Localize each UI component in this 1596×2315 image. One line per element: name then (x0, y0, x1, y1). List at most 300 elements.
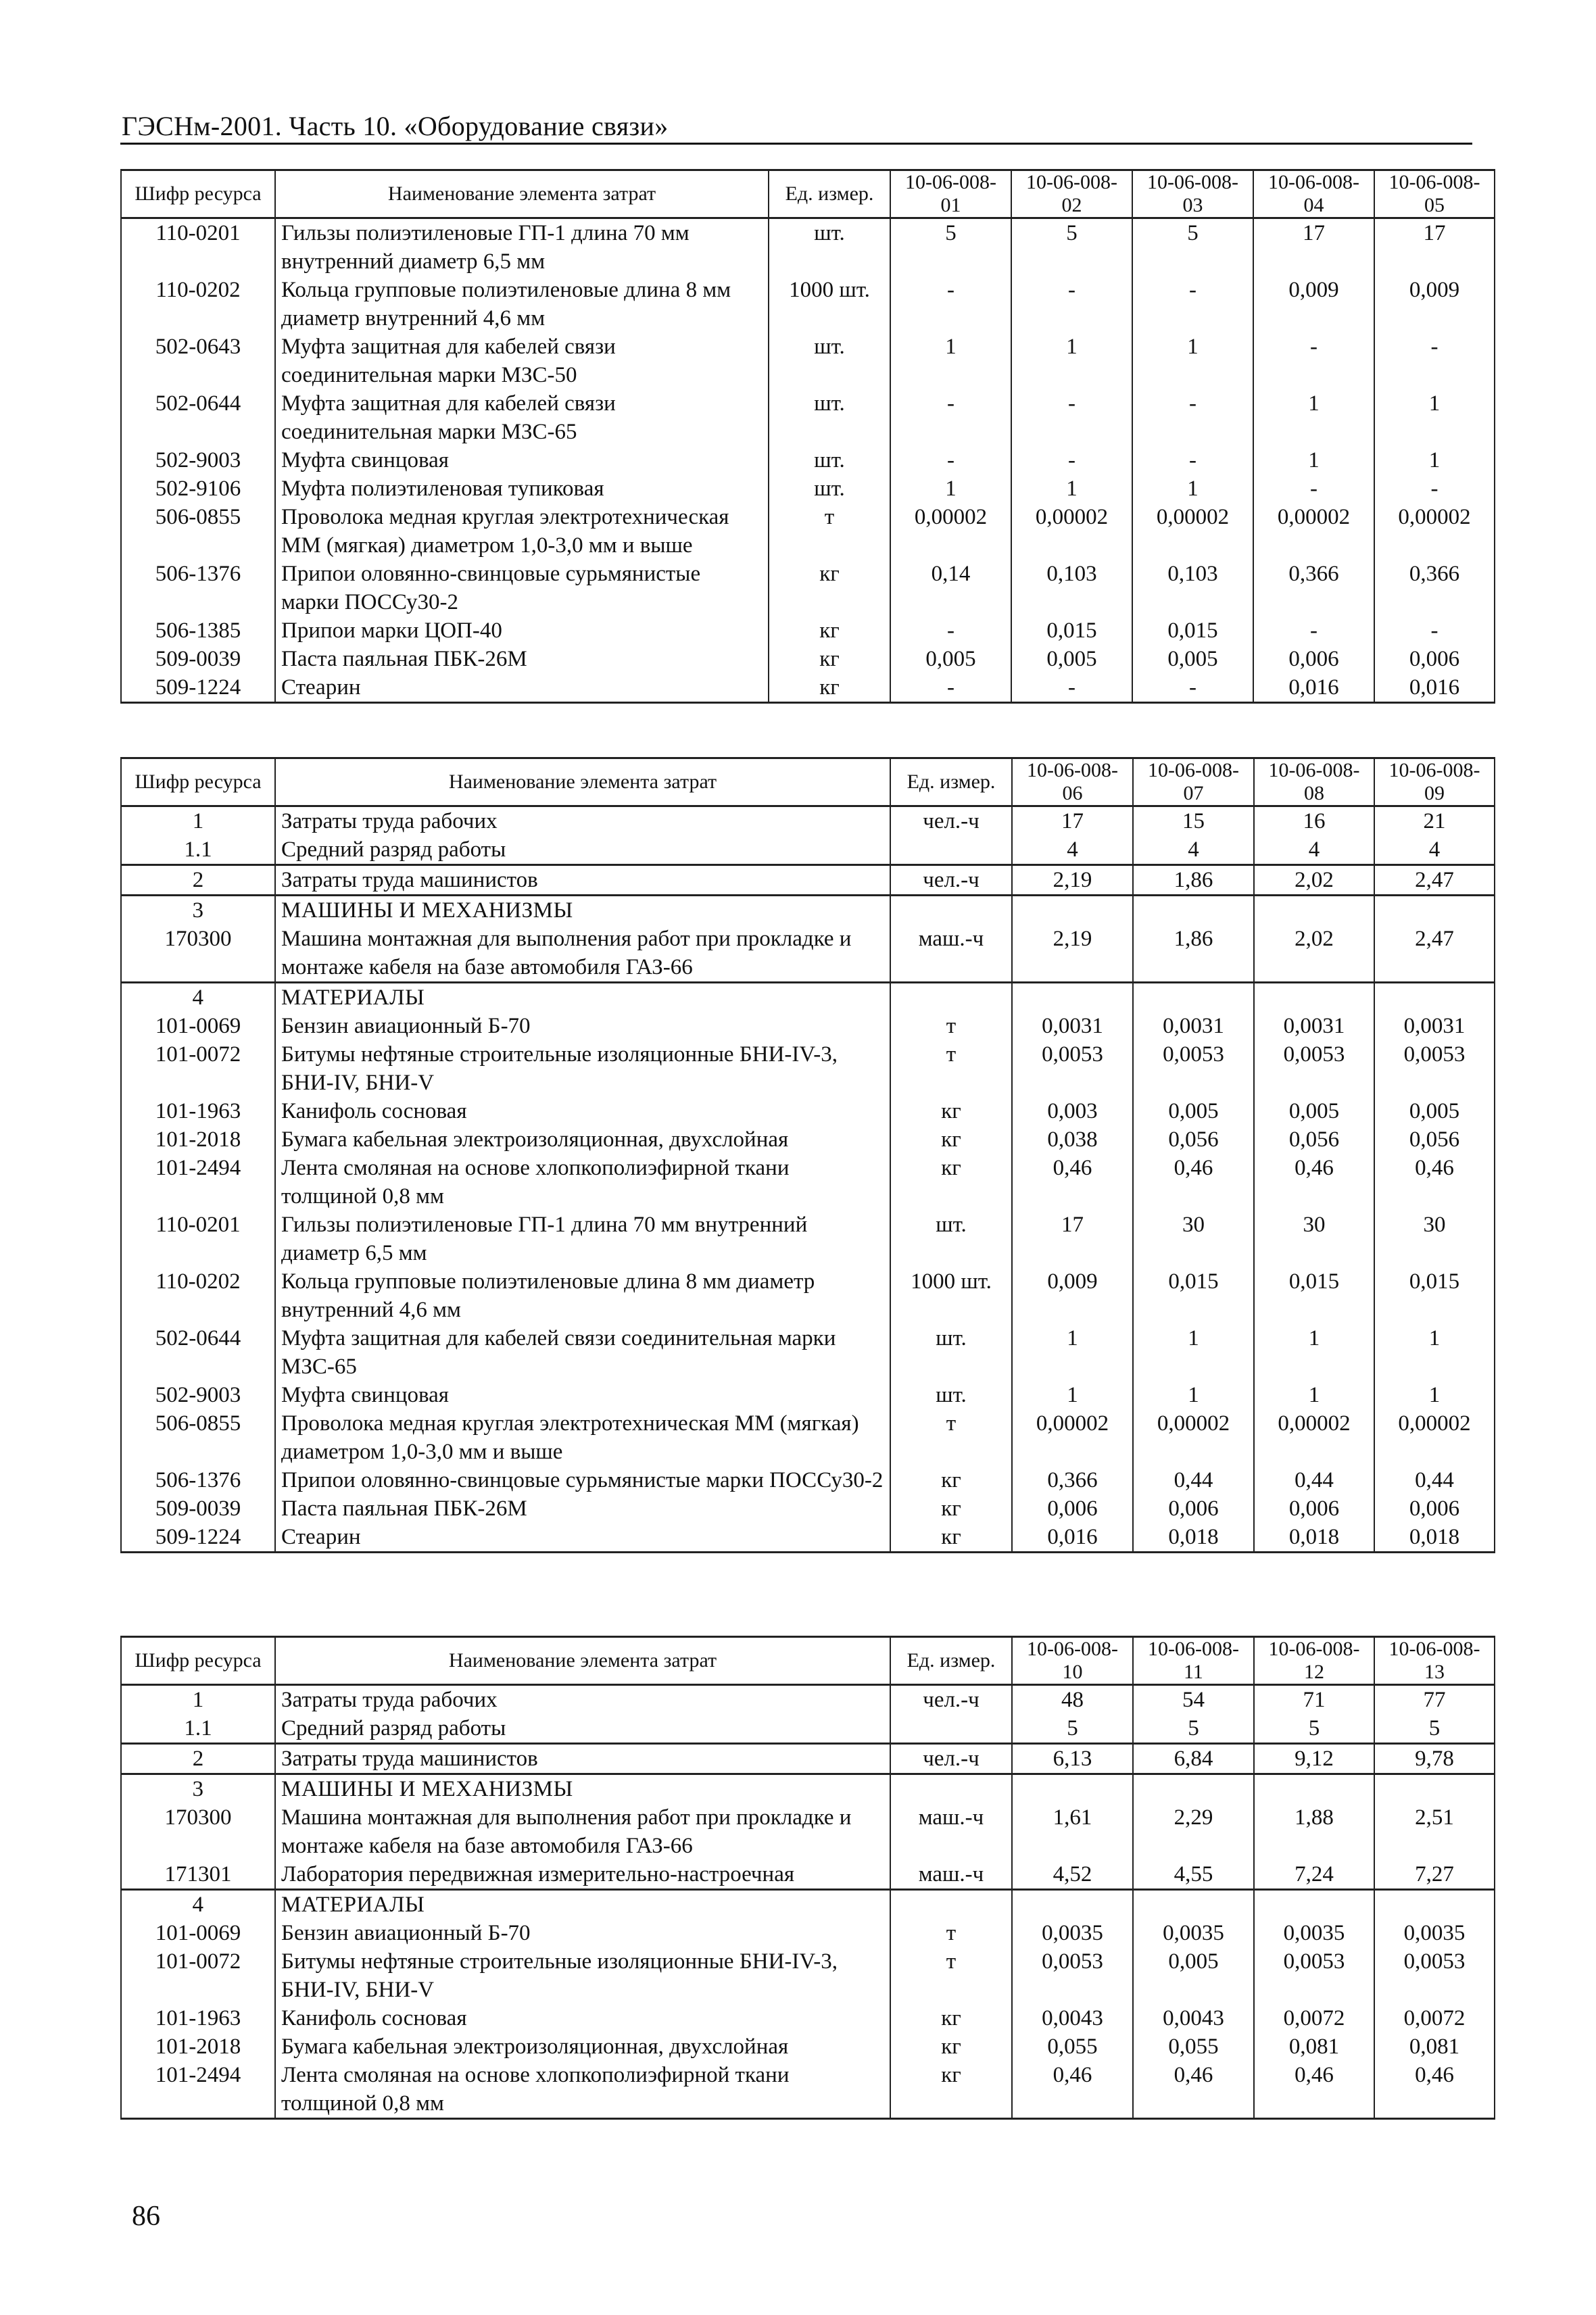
resource-value: 0,0035 (1133, 1919, 1254, 1947)
resource-name: Припои оловянно-свинцовые сурьмянистые марки ПОССу30-2 (275, 560, 769, 616)
resource-value: - (1374, 616, 1495, 645)
resource-value: - (1011, 389, 1132, 446)
resource-name: Средний разряд работы (275, 835, 890, 865)
resource-code: 502-9003 (121, 446, 275, 474)
resource-name: Гильзы полиэтиленовые ГП-1 длина 70 мм внутренний диаметр 6,5 мм (275, 1211, 890, 1267)
resource-value: 5 (1374, 1714, 1495, 1744)
resource-code: 509-0039 (121, 1494, 275, 1523)
resource-value: - (1253, 474, 1374, 503)
resource-value: 0,44 (1254, 1466, 1374, 1494)
resource-name: Припои марки ЦОП-40 (275, 616, 769, 645)
table-row (121, 1125, 1495, 1154)
resource-value: 16 (1254, 806, 1374, 836)
resource-unit (890, 983, 1012, 1013)
resource-code: 101-1963 (121, 1097, 275, 1125)
resource-value: 0,038 (1012, 1125, 1133, 1154)
resource-value: 77 (1374, 1685, 1495, 1715)
resource-value: 0,0031 (1254, 1012, 1374, 1040)
resource-code: 2 (121, 865, 275, 896)
resource-value (1012, 983, 1133, 1013)
resource-value: 1 (1253, 446, 1374, 474)
resource-value: 0,009 (1253, 276, 1374, 333)
table-row (121, 1381, 1495, 1409)
resource-code: 171301 (121, 1860, 275, 1890)
resource-value: 0,006 (1254, 1494, 1374, 1523)
table-row (121, 1685, 1495, 1715)
resource-unit (890, 1890, 1012, 1920)
resource-name: МАШИНЫ И МЕХАНИЗМЫ (275, 896, 890, 925)
resource-unit: шт. (769, 389, 890, 446)
resource-code: 101-2494 (121, 2061, 275, 2119)
resource-value: 0,018 (1374, 1523, 1495, 1553)
resource-value: 0,00002 (1374, 1409, 1495, 1466)
resource-value: 0,0053 (1133, 1040, 1254, 1097)
header-name: Наименование элемента затрат (275, 758, 890, 806)
resource-name: Проволока медная круглая электротехническая ММ (мягкая) диаметром 1,0-3,0 мм и выше (275, 1409, 890, 1466)
resource-code: 170300 (121, 925, 275, 983)
resource-value: 0,0072 (1374, 2004, 1495, 2032)
resource-value: 0,016 (1253, 673, 1374, 703)
resource-value: 0,0035 (1012, 1919, 1133, 1947)
resource-value: 1 (1254, 1381, 1374, 1409)
resource-value: 30 (1374, 1211, 1495, 1267)
resource-value: 1 (1133, 1381, 1254, 1409)
table-row (121, 1860, 1495, 1890)
resource-name: Муфта свинцовая (275, 1381, 890, 1409)
resource-name: Машина монтажная для выполнения работ при прокладке и монтаже кабеля на базе автомобиля ГАЗ-66 (275, 925, 890, 983)
resource-value: 0,018 (1133, 1523, 1254, 1553)
resource-value: 1,88 (1254, 1803, 1374, 1860)
resource-name: Машина монтажная для выполнения работ при прокладке и монтаже кабеля на базе автомобиля ГАЗ-66 (275, 1803, 890, 1860)
resource-value: 7,24 (1254, 1860, 1374, 1890)
resource-code: 502-0644 (121, 389, 275, 446)
table-row (121, 1466, 1495, 1494)
resource-name: Затраты труда рабочих (275, 1685, 890, 1715)
resource-value: 1 (1012, 1324, 1133, 1381)
resource-value (1012, 1890, 1133, 1920)
resource-code: 509-1224 (121, 1523, 275, 1553)
header-unit: Ед. измер. (890, 1637, 1012, 1685)
page-number: 86 (132, 2201, 160, 2232)
resource-value (1012, 1774, 1133, 1804)
resource-value: 0,016 (1012, 1523, 1133, 1553)
table-row (121, 1714, 1495, 1744)
table-header-row (121, 1637, 1495, 1685)
resource-value: 0,056 (1254, 1125, 1374, 1154)
resource-name: Проволока медная круглая электротехническая ММ (мягкая) диаметром 1,0-3,0 мм и выше (275, 503, 769, 560)
table-header-row (121, 170, 1495, 218)
resource-value: 0,00002 (1253, 503, 1374, 560)
header-col: 10-06-008-08 (1254, 758, 1374, 806)
resource-code: 101-2494 (121, 1154, 275, 1211)
resource-unit: кг (769, 560, 890, 616)
resource-value: - (1011, 446, 1132, 474)
resource-value: 0,055 (1012, 2032, 1133, 2061)
table-row (121, 333, 1495, 389)
resource-unit: чел.-ч (890, 806, 1012, 836)
resource-value: 0,00002 (1254, 1409, 1374, 1466)
table-row (121, 1890, 1495, 1920)
resource-name: Лаборатория передвижная измерительно-настроечная (275, 1860, 890, 1890)
resource-value: - (1011, 276, 1132, 333)
resource-value: 0,0043 (1133, 2004, 1254, 2032)
resource-unit: 1000 шт. (890, 1267, 1012, 1324)
resource-value: 4 (1012, 835, 1133, 865)
resource-value: 0,00002 (890, 503, 1011, 560)
resource-value: 17 (1012, 806, 1133, 836)
resource-unit: т (890, 1012, 1012, 1040)
resource-value: 0,056 (1133, 1125, 1254, 1154)
resource-value (1133, 1890, 1254, 1920)
resource-code: 509-1224 (121, 673, 275, 703)
resource-value: 9,12 (1254, 1744, 1374, 1774)
resource-name: Средний разряд работы (275, 1714, 890, 1744)
resource-value: 0,00002 (1132, 503, 1253, 560)
page-header: ГЭСНм-2001. Часть 10. «Оборудование связи» (122, 111, 669, 141)
resource-value: 0,14 (890, 560, 1011, 616)
header-col: 10-06-008-06 (1012, 758, 1133, 806)
resource-name: Муфта защитная для кабелей связи соединительная марки МЗС-65 (275, 1324, 890, 1381)
table-row (121, 1211, 1495, 1267)
resource-value: 0,0031 (1012, 1012, 1133, 1040)
header-col: 10-06-008-03 (1132, 170, 1253, 218)
resource-code: 506-1376 (121, 560, 275, 616)
resource-value: 1 (1374, 1324, 1495, 1381)
table-row (121, 1409, 1495, 1466)
resource-value: 0,015 (1133, 1267, 1254, 1324)
resource-code: 110-0202 (121, 276, 275, 333)
resource-unit: т (890, 1919, 1012, 1947)
resource-value: 0,366 (1374, 560, 1495, 616)
resource-name: Паста паяльная ПБК-26М (275, 645, 769, 673)
resource-value: 9,78 (1374, 1744, 1495, 1774)
resource-value (1254, 1774, 1374, 1804)
resource-unit: т (890, 1040, 1012, 1097)
table-row (121, 503, 1495, 560)
resource-unit: 1000 шт. (769, 276, 890, 333)
resource-unit: кг (890, 2032, 1012, 2061)
resource-table-2 (120, 757, 1495, 1553)
header-col: 10-06-008-09 (1374, 758, 1495, 806)
resource-name: Канифоль сосновая (275, 2004, 890, 2032)
resource-unit: кг (890, 1523, 1012, 1553)
resource-value: 0,005 (1133, 1097, 1254, 1125)
resource-code: 101-1963 (121, 2004, 275, 2032)
resource-value: 0,018 (1254, 1523, 1374, 1553)
resource-value: 4 (1374, 835, 1495, 865)
resource-name: Затраты труда машинистов (275, 865, 890, 896)
table-row (121, 1744, 1495, 1774)
resource-unit: кг (769, 645, 890, 673)
table-row (121, 806, 1495, 836)
resource-value: 2,29 (1133, 1803, 1254, 1860)
resource-unit: чел.-ч (890, 1685, 1012, 1715)
resource-code: 1.1 (121, 1714, 275, 1744)
resource-value: 1 (1011, 474, 1132, 503)
resource-unit (890, 1774, 1012, 1804)
table-row (121, 673, 1495, 703)
resource-value: 0,003 (1012, 1097, 1133, 1125)
resource-value: 0,081 (1374, 2032, 1495, 2061)
resource-value: 0,46 (1133, 2061, 1254, 2119)
resource-unit: маш.-ч (890, 925, 1012, 983)
resource-name: МАШИНЫ И МЕХАНИЗМЫ (275, 1774, 890, 1804)
resource-unit: кг (890, 1466, 1012, 1494)
header-col: 10-06-008-01 (890, 170, 1011, 218)
resource-value: 6,13 (1012, 1744, 1133, 1774)
resource-value: 15 (1133, 806, 1254, 836)
resource-value: 2,02 (1254, 865, 1374, 896)
resource-value: 48 (1012, 1685, 1133, 1715)
resource-name: Муфта защитная для кабелей связи соединительная марки МЗС-50 (275, 333, 769, 389)
table-row (121, 276, 1495, 333)
resource-code: 506-0855 (121, 1409, 275, 1466)
resource-value: 1 (1012, 1381, 1133, 1409)
table-row (121, 1774, 1495, 1804)
resource-value: 0,006 (1374, 645, 1495, 673)
resource-value: 0,0035 (1374, 1919, 1495, 1947)
resource-value: 5 (890, 218, 1011, 276)
resource-unit: кг (890, 1125, 1012, 1154)
resource-unit (890, 835, 1012, 865)
resource-name: Паста паяльная ПБК-26М (275, 1494, 890, 1523)
table-row (121, 1803, 1495, 1860)
table-row (121, 865, 1495, 896)
resource-value: 0,005 (890, 645, 1011, 673)
table-row (121, 896, 1495, 925)
resource-value: 0,005 (1254, 1097, 1374, 1125)
resource-name: Кольца групповые полиэтиленовые длина 8 мм диаметр внутренний 4,6 мм (275, 276, 769, 333)
resource-value: 1,86 (1133, 865, 1254, 896)
resource-value: 0,366 (1012, 1466, 1133, 1494)
table-row (121, 1919, 1495, 1947)
resource-value: - (890, 616, 1011, 645)
header-unit: Ед. измер. (769, 170, 890, 218)
resource-name: Лента смоляная на основе хлопкополиэфирной ткани толщиной 0,8 мм (275, 1154, 890, 1211)
resource-code: 101-2018 (121, 1125, 275, 1154)
table-row (121, 474, 1495, 503)
resource-value: 2,51 (1374, 1803, 1495, 1860)
resource-code: 506-1385 (121, 616, 275, 645)
header-col: 10-06-008-07 (1133, 758, 1254, 806)
table-row (121, 983, 1495, 1013)
resource-name: Припои оловянно-свинцовые сурьмянистые марки ПОССу30-2 (275, 1466, 890, 1494)
resource-name: Битумы нефтяные строительные изоляционные БНИ-IV-3, БНИ-IV, БНИ-V (275, 1947, 890, 2004)
resource-code: 101-0069 (121, 1012, 275, 1040)
resource-value: 0,056 (1374, 1125, 1495, 1154)
resource-value (1012, 896, 1133, 925)
resource-value (1133, 896, 1254, 925)
resource-code: 502-0643 (121, 333, 275, 389)
resource-value: 5 (1012, 1714, 1133, 1744)
resource-value: 0,366 (1253, 560, 1374, 616)
header-code: Шифр ресурса (121, 170, 275, 218)
resource-value: 0,006 (1012, 1494, 1133, 1523)
resource-value: 0,46 (1374, 2061, 1495, 2119)
resource-value: 1 (1374, 389, 1495, 446)
header-name: Наименование элемента затрат (275, 1637, 890, 1685)
resource-name: Муфта защитная для кабелей связи соединительная марки МЗС-65 (275, 389, 769, 446)
resource-value: 2,19 (1012, 925, 1133, 983)
resource-value: - (1132, 276, 1253, 333)
resource-value: 30 (1254, 1211, 1374, 1267)
resource-code: 1.1 (121, 835, 275, 865)
resource-value: 2,47 (1374, 925, 1495, 983)
resource-value: 0,081 (1254, 2032, 1374, 2061)
table-row (121, 1947, 1495, 2004)
resource-value: 7,27 (1374, 1860, 1495, 1890)
resource-value: 1,61 (1012, 1803, 1133, 1860)
resource-value (1254, 983, 1374, 1013)
resource-value: - (1132, 446, 1253, 474)
resource-value: 4,55 (1133, 1860, 1254, 1890)
resource-unit: кг (890, 1494, 1012, 1523)
resource-unit: шт. (769, 218, 890, 276)
resource-value: 0,103 (1011, 560, 1132, 616)
header-col: 10-06-008-12 (1254, 1637, 1374, 1685)
resource-value (1374, 1890, 1495, 1920)
resource-value: 4,52 (1012, 1860, 1133, 1890)
resource-value: 0,005 (1133, 1947, 1254, 2004)
resource-value: 0,46 (1254, 1154, 1374, 1211)
header-unit: Ед. измер. (890, 758, 1012, 806)
header-col: 10-06-008-05 (1374, 170, 1495, 218)
resource-value: 0,009 (1012, 1267, 1133, 1324)
resource-value: 2,19 (1012, 865, 1133, 896)
resource-value: 0,46 (1133, 1154, 1254, 1211)
resource-name: Бензин авиационный Б-70 (275, 1919, 890, 1947)
resource-value: 0,0053 (1374, 1947, 1495, 2004)
resource-table-1 (120, 169, 1495, 704)
resource-unit: кг (890, 2004, 1012, 2032)
resource-value: 0,46 (1012, 1154, 1133, 1211)
resource-value: 0,0043 (1012, 2004, 1133, 2032)
resource-code: 506-0855 (121, 503, 275, 560)
resource-value: 0,00002 (1133, 1409, 1254, 1466)
resource-value: 0,0031 (1374, 1012, 1495, 1040)
table-row (121, 446, 1495, 474)
table-row (121, 616, 1495, 645)
resource-value: 0,0053 (1254, 1947, 1374, 2004)
header-rule (120, 143, 1472, 145)
resource-value (1374, 983, 1495, 1013)
resource-name: Бумага кабельная электроизоляционная, двухслойная (275, 2032, 890, 2061)
resource-value: 5 (1133, 1714, 1254, 1744)
resource-value: 0,0031 (1133, 1012, 1254, 1040)
resource-value: 0,015 (1374, 1267, 1495, 1324)
resource-value: 0,103 (1132, 560, 1253, 616)
resource-value: - (890, 389, 1011, 446)
resource-value: 0,009 (1374, 276, 1495, 333)
resource-unit (890, 1714, 1012, 1744)
resource-name: МАТЕРИАЛЫ (275, 983, 890, 1013)
resource-value (1133, 983, 1254, 1013)
resource-value: 0,00002 (1374, 503, 1495, 560)
resource-code: 110-0202 (121, 1267, 275, 1324)
resource-name: Бумага кабельная электроизоляционная, двухслойная (275, 1125, 890, 1154)
resource-value: 4 (1254, 835, 1374, 865)
header-col: 10-06-008-13 (1374, 1637, 1495, 1685)
resource-code: 101-0072 (121, 1040, 275, 1097)
resource-unit: шт. (769, 474, 890, 503)
resource-unit: чел.-ч (890, 865, 1012, 896)
table-row (121, 218, 1495, 276)
resource-value: 0,005 (1011, 645, 1132, 673)
resource-value: 54 (1133, 1685, 1254, 1715)
header-code: Шифр ресурса (121, 758, 275, 806)
resource-value: 0,0053 (1374, 1040, 1495, 1097)
resource-value: - (1253, 616, 1374, 645)
resource-value: 0,0053 (1012, 1040, 1133, 1097)
resource-value: 0,44 (1374, 1466, 1495, 1494)
resource-unit: шт. (769, 446, 890, 474)
resource-value: 17 (1012, 1211, 1133, 1267)
resource-value (1374, 896, 1495, 925)
table-row (121, 1012, 1495, 1040)
resource-value: - (890, 446, 1011, 474)
resource-value: 0,005 (1374, 1097, 1495, 1125)
resource-name: Муфта свинцовая (275, 446, 769, 474)
resource-unit: маш.-ч (890, 1860, 1012, 1890)
resource-value: 1 (1132, 474, 1253, 503)
table-row (121, 835, 1495, 865)
resource-name: Стеарин (275, 1523, 890, 1553)
resource-value: 0,0072 (1254, 2004, 1374, 2032)
resource-unit (890, 896, 1012, 925)
resource-unit: кг (769, 616, 890, 645)
header-code: Шифр ресурса (121, 1637, 275, 1685)
table-row (121, 1267, 1495, 1324)
resource-value: 0,46 (1012, 2061, 1133, 2119)
resource-value: 2,47 (1374, 865, 1495, 896)
header-col: 10-06-008-02 (1011, 170, 1132, 218)
resource-value: 17 (1253, 218, 1374, 276)
resource-code: 509-0039 (121, 645, 275, 673)
header-name: Наименование элемента затрат (275, 170, 769, 218)
resource-name: Затраты труда машинистов (275, 1744, 890, 1774)
table-row (121, 1097, 1495, 1125)
resource-value: 0,055 (1133, 2032, 1254, 2061)
resource-code: 3 (121, 896, 275, 925)
resource-code: 101-0072 (121, 1947, 275, 2004)
resource-name: Битумы нефтяные строительные изоляционные БНИ-IV-3, БНИ-IV, БНИ-V (275, 1040, 890, 1097)
table-header-row (121, 758, 1495, 806)
table-row (121, 925, 1495, 983)
resource-value: 1,86 (1133, 925, 1254, 983)
resource-value: 1 (1133, 1324, 1254, 1381)
resource-unit: чел.-ч (890, 1744, 1012, 1774)
resource-unit: шт. (890, 1211, 1012, 1267)
resource-code: 3 (121, 1774, 275, 1804)
resource-name: Канифоль сосновая (275, 1097, 890, 1125)
resource-unit: кг (890, 1097, 1012, 1125)
resource-value: 5 (1011, 218, 1132, 276)
resource-code: 170300 (121, 1803, 275, 1860)
resource-value: 0,006 (1133, 1494, 1254, 1523)
resource-code: 502-0644 (121, 1324, 275, 1381)
resource-unit: т (890, 1409, 1012, 1466)
resource-code: 2 (121, 1744, 275, 1774)
resource-unit: шт. (890, 1324, 1012, 1381)
resource-code: 1 (121, 806, 275, 836)
resource-value: - (1011, 673, 1132, 703)
resource-value: - (1132, 389, 1253, 446)
resource-value: 0,44 (1133, 1466, 1254, 1494)
resource-name: Лента смоляная на основе хлопкополиэфирной ткани толщиной 0,8 мм (275, 2061, 890, 2119)
resource-value: 17 (1374, 218, 1495, 276)
resource-name: Бензин авиационный Б-70 (275, 1012, 890, 1040)
resource-unit: т (769, 503, 890, 560)
